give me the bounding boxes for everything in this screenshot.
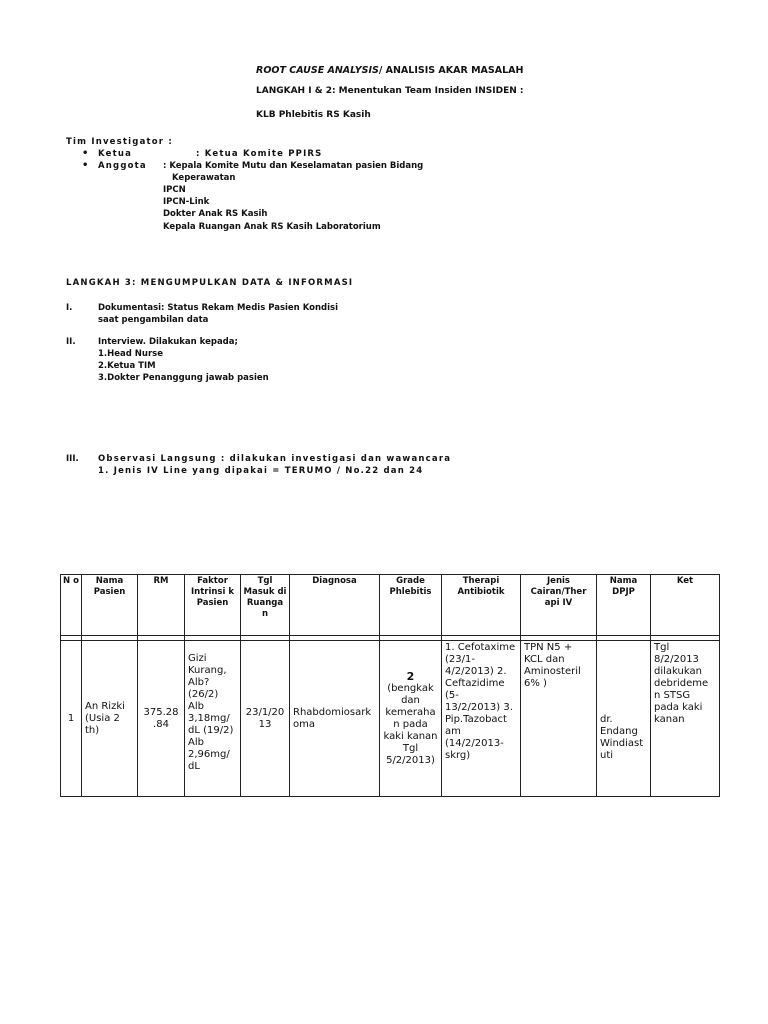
header-therapi-antibiotik: Therapi Antibiotik — [442, 575, 521, 636]
header-no: N o — [61, 575, 82, 636]
cell-nama-pasien: An Rizki (Usia 2 th) — [82, 641, 138, 797]
interview-item-head-nurse: 1.Head Nurse — [98, 349, 163, 359]
section-iii-number: III. — [66, 454, 79, 464]
section-i-line-2: saat pengambilan data — [98, 315, 209, 325]
section-ii-number: II. — [66, 337, 76, 347]
member-ipcn-link: IPCN-Link — [163, 197, 210, 207]
cell-tgl-masuk: 23/1/20 13 — [241, 641, 290, 797]
header-tgl-masuk: Tgl Masuk di Ruanga n — [241, 575, 290, 636]
header-nama-dpjp: Nama DPJP — [597, 575, 651, 636]
observation-table — [60, 574, 720, 797]
grade-description: (bengkak dan kemeraha n pada kaki kanan Tgl 5/2/2013) — [383, 682, 438, 766]
header-rm: RM — [138, 575, 185, 636]
section-iii-line-2: 1. Jenis IV Line yang dipakai = TERUMO / No.22 dan 24 — [98, 466, 424, 476]
section-i-number: I. — [66, 303, 73, 313]
anggota-line-1: : Kepala Komite Mutu dan Keselamatan pasien Bidang — [163, 161, 424, 171]
section-i-line-1: Dokumentasi: Status Rekam Medis Pasien Kondisi — [98, 303, 338, 313]
ketua-label: • Ketua — [98, 148, 132, 160]
header-jenis-cairan: Jenis Cairan/Ther api IV — [521, 575, 597, 636]
cell-faktor-intrinsik: Gizi Kurang, Alb? (26/2) Alb 3,18mg/ dL (19/2) Alb 2,96mg/ dL — [185, 641, 241, 797]
anggota-label: • Anggota — [98, 160, 147, 172]
ketua-value: : Ketua Komite PPIRS — [196, 149, 323, 159]
grade-number: 2 — [406, 669, 415, 683]
document-title — [256, 65, 523, 76]
cell-ket: Tgl 8/2/2013 dilakukan debrideme n STSG pada kaki kanan — [651, 641, 720, 797]
langkah-1-2-heading: LANGKAH I & 2: Menentukan Team Insiden INSIDEN : — [256, 86, 524, 96]
table-row — [61, 641, 720, 797]
interview-item-ketua-tim: 2.Ketua TIM — [98, 361, 156, 371]
member-kepala-ruangan: Kepala Ruangan Anak RS Kasih Laboratorium — [163, 222, 381, 232]
header-grade-phlebitis: Grade Phlebitis — [380, 575, 442, 636]
section-iii-line-1: Observasi Langsung : dilakukan investigasi dan wawancara — [98, 454, 452, 464]
interview-item-dokter: 3.Dokter Penanggung jawab pasien — [98, 373, 269, 383]
cell-jenis-cairan: TPN N5 + KCL dan Aminosteril 6% ) — [521, 641, 597, 797]
member-ipcn: IPCN — [163, 185, 186, 195]
cell-no: 1 — [61, 641, 82, 797]
langkah-3-heading: LANGKAH 3: MENGUMPULKAN DATA & INFORMASI — [66, 278, 354, 288]
tim-heading: Tim Investigator : — [66, 137, 173, 147]
member-dokter-anak: Dokter Anak RS Kasih — [163, 209, 268, 219]
header-faktor-intrinsik: Faktor Intrinsi k Pasien — [185, 575, 241, 636]
document-title-italic: ROOT CAUSE ANALYSIS — [256, 65, 379, 76]
header-diagnosa: Diagnosa — [290, 575, 380, 636]
cell-rm: 375.28 .84 — [138, 641, 185, 797]
cell-grade-phlebitis — [380, 641, 442, 797]
header-nama-pasien: Nama Pasien — [82, 575, 138, 636]
cell-therapi-antibiotik: 1. Cefotaxime (23/1- 4/2/2013) 2. Ceftazidime (5- 13/2/2013) 3. Pip.Tazobact am (14/2/2013- skrg) — [442, 641, 521, 797]
table-header-row — [61, 575, 720, 636]
section-ii-line-1: Interview. Dilakukan kepada; — [98, 337, 238, 347]
header-ket: Ket — [651, 575, 720, 636]
cell-diagnosa: Rhabdomiosark oma — [290, 641, 380, 797]
document-title-rest: / ANALISIS AKAR MASALAH — [378, 65, 524, 76]
anggota-line-2: Keperawatan — [172, 173, 236, 183]
cell-nama-dpjp: dr. Endang Windiast uti — [597, 641, 651, 797]
klb-heading: KLB Phlebitis RS Kasih — [256, 110, 371, 120]
